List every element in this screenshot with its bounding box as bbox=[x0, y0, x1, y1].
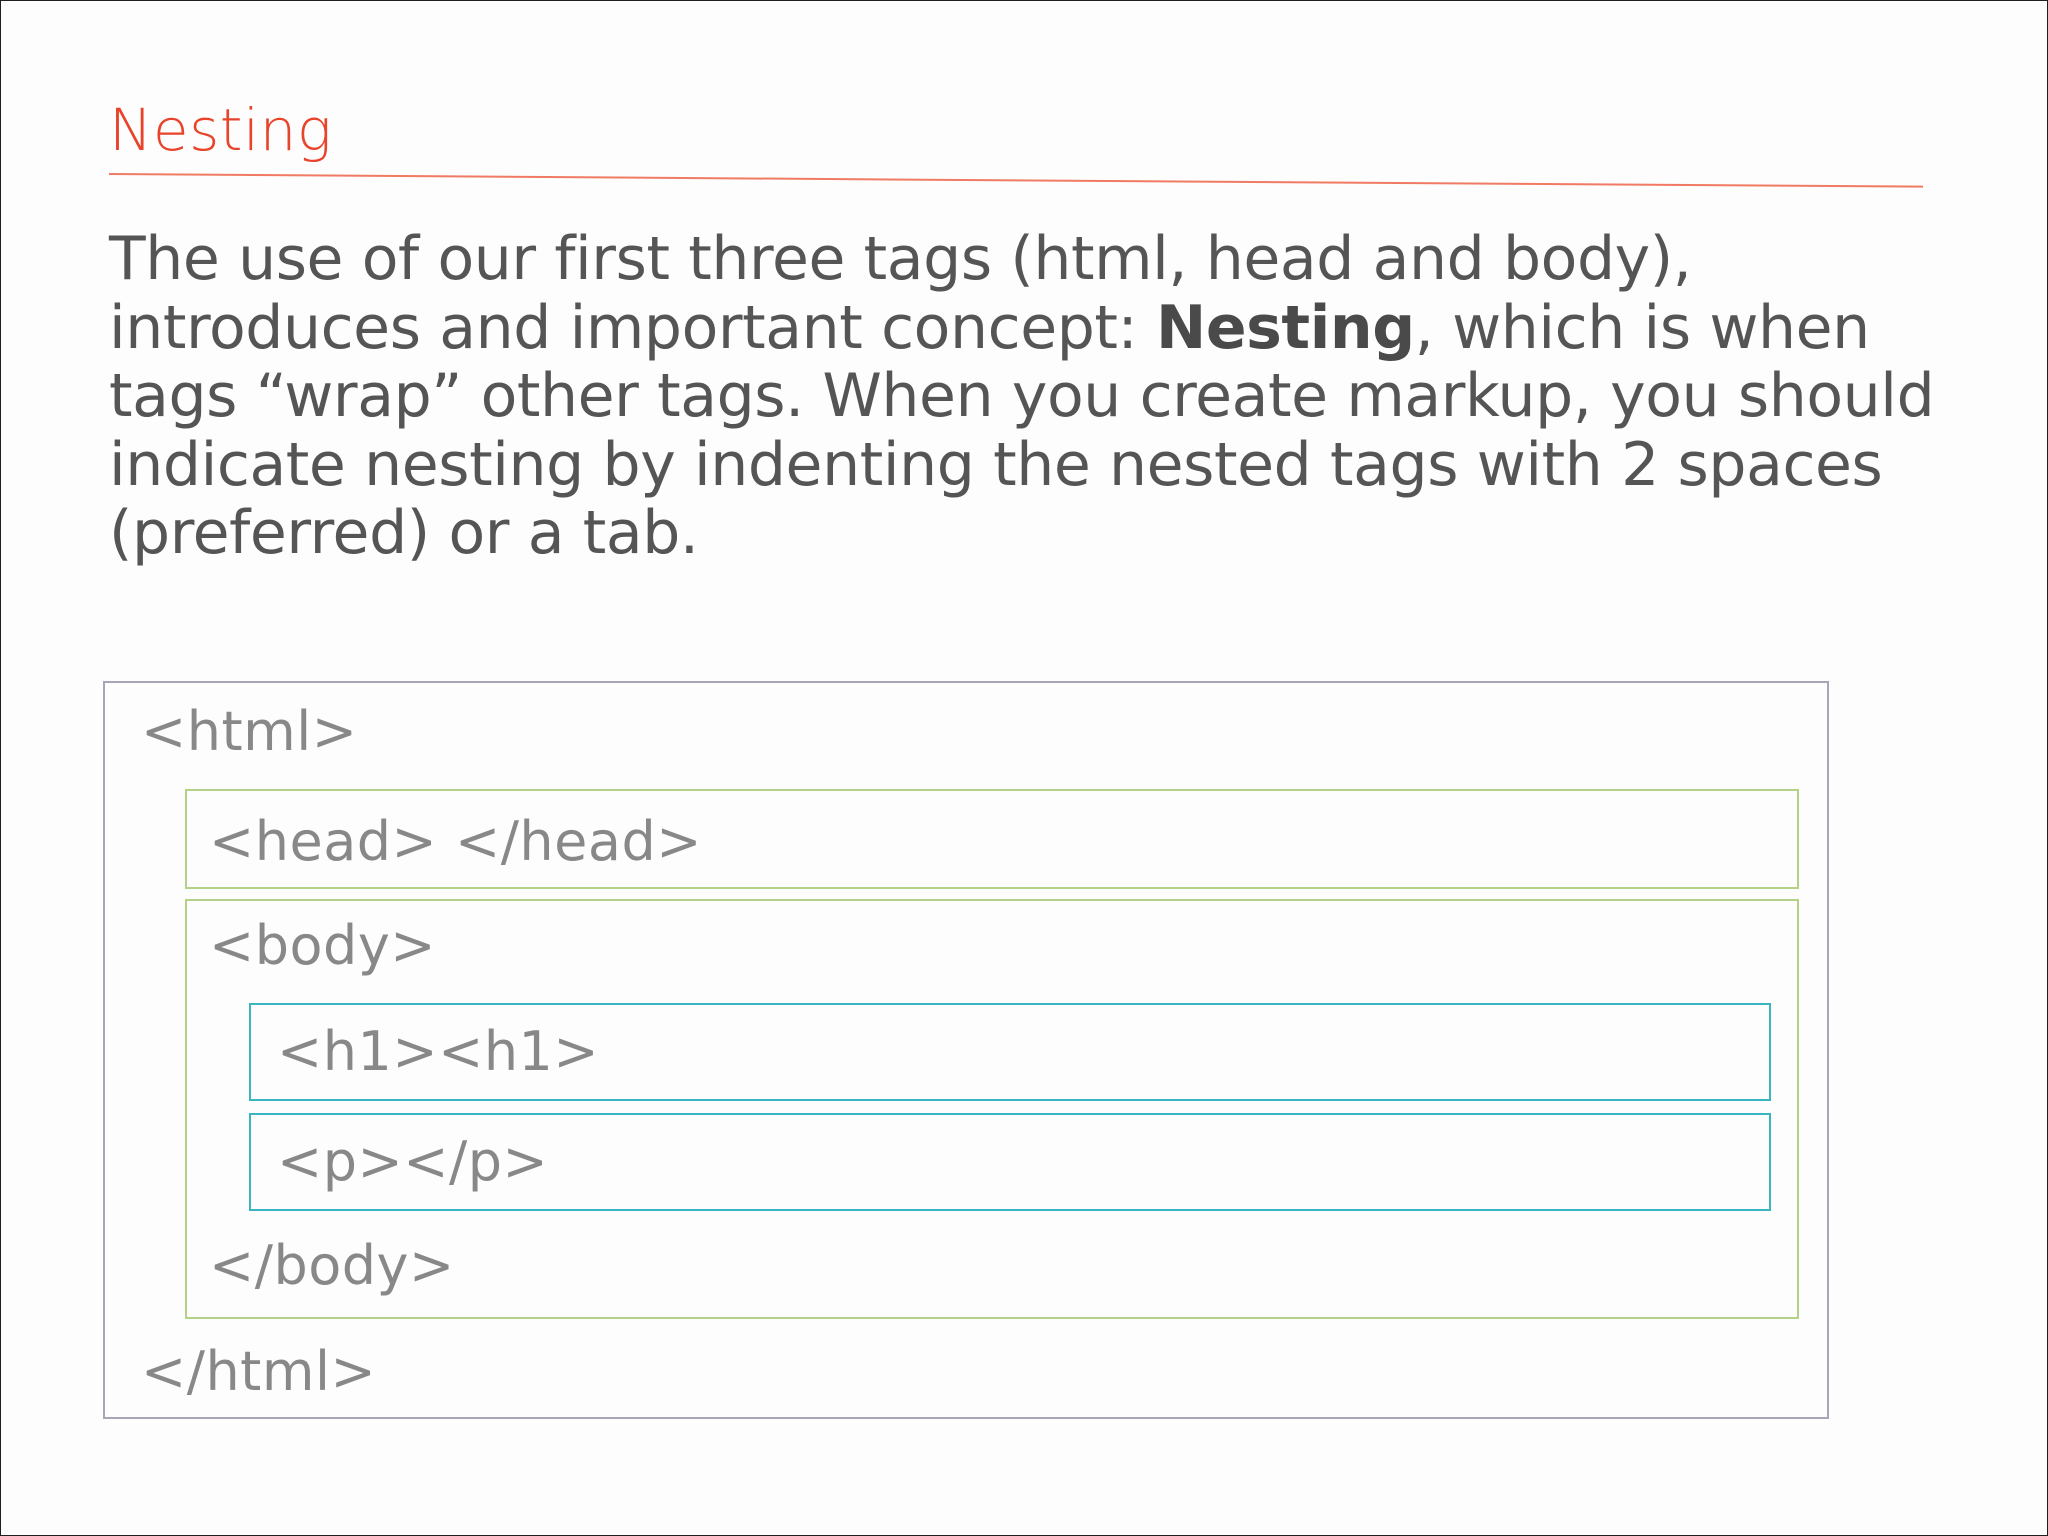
body-close-tag: </body> bbox=[209, 1234, 455, 1297]
intro-line-5: (preferred) or a tab. bbox=[109, 498, 699, 568]
slide-title: Nesting bbox=[109, 96, 333, 164]
intro-line-2-start: introduces and important concept: bbox=[109, 292, 1157, 363]
body-open-tag: <body> bbox=[209, 914, 437, 977]
intro-line-3: tags “wrap” other tags. When you create markup, you should bbox=[109, 361, 1935, 431]
head-tags: <head> </head> bbox=[209, 810, 702, 873]
intro-paragraph bbox=[109, 225, 1969, 568]
title-divider bbox=[109, 173, 1923, 188]
p-tags: <p></p> bbox=[277, 1130, 549, 1193]
intro-line-4: indicate nesting by indenting the nested tags with 2 spaces bbox=[109, 429, 1883, 500]
intro-line-2-end: , which is when bbox=[1414, 292, 1870, 363]
html-close-tag: </html> bbox=[141, 1340, 377, 1403]
nesting-term: Nesting bbox=[1156, 292, 1415, 363]
intro-line-2 bbox=[109, 294, 1969, 363]
h1-tags: <h1><h1> bbox=[277, 1020, 600, 1083]
intro-line-1: The use of our first three tags (html, head and body), bbox=[109, 224, 1692, 294]
html-open-tag: <html> bbox=[141, 700, 358, 763]
